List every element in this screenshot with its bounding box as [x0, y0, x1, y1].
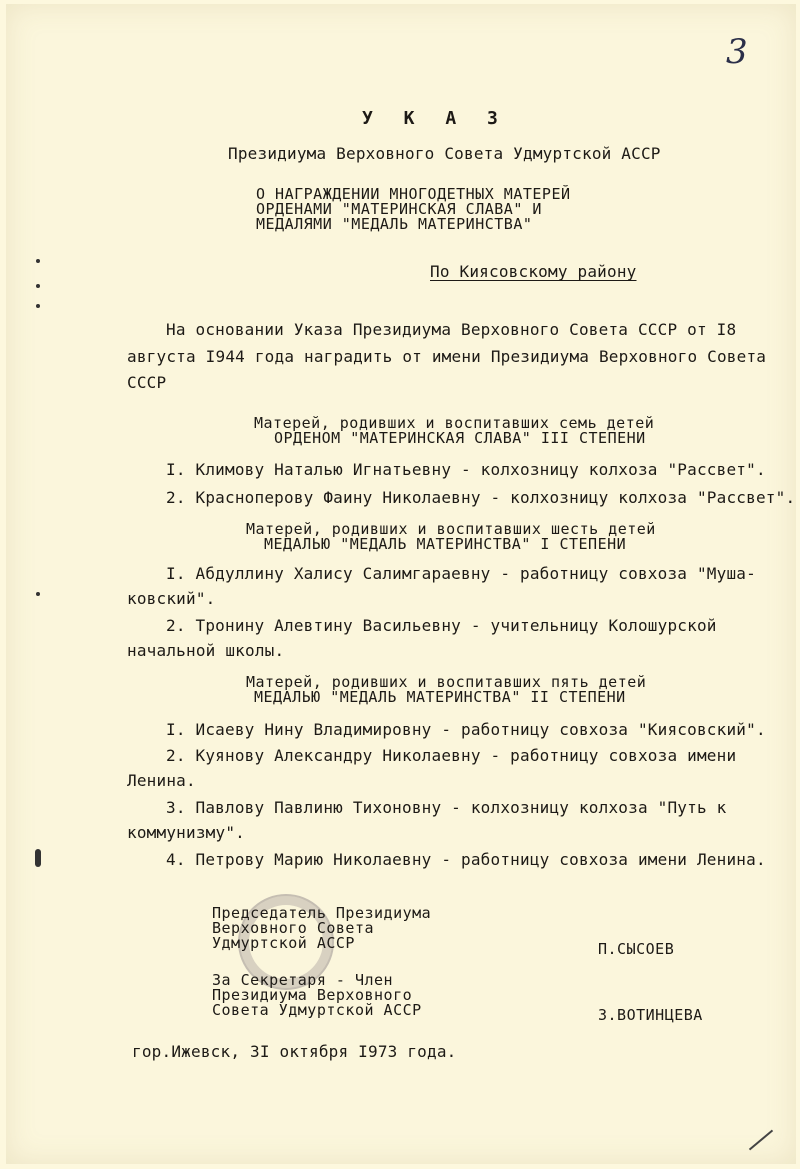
- section-heading: МЕДАЛЬЮ "МЕДАЛЬ МАТЕРИНСТВА" I СТЕПЕНИ: [264, 535, 627, 553]
- award-item: I. Климову Наталью Игнатьевну - колхозницу колхоза "Рассвет".: [166, 460, 766, 479]
- award-item: 2. Тронину Алевтину Васильевну - учительницу Колошурской: [166, 616, 717, 635]
- award-item-continuation: ковский".: [127, 589, 216, 608]
- signatory-position: Совета Удмуртской АССР: [212, 1001, 422, 1019]
- award-item: I. Исаеву Нину Владимировну - работницу совхоза "Киясовский".: [166, 720, 766, 739]
- archive-page-number: 3: [726, 32, 748, 72]
- document-page: [6, 4, 796, 1164]
- binding-mark: [36, 259, 40, 263]
- signatory-position: Председатель Президиума: [212, 904, 432, 922]
- signatory-position: Президиума Верховного: [212, 986, 413, 1004]
- binding-mark: [35, 849, 41, 867]
- award-item-continuation: начальной школы.: [127, 641, 285, 660]
- preamble-line: На основании Указа Президиума Верховного Совета СССР от I8: [166, 320, 737, 339]
- binding-mark: [36, 592, 40, 596]
- preamble-line: августа I944 года наградить от имени Президиума Верховного Совета: [127, 347, 767, 366]
- award-item: 4. Петрову Марию Николаевну - работницу совхоза имени Ленина.: [166, 850, 766, 869]
- decree-subject-line: О НАГРАЖДЕНИИ МНОГОДЕТНЫХ МАТЕРЕЙ: [256, 185, 571, 203]
- award-item-continuation: Ленина.: [127, 771, 196, 790]
- signatory-name: З.ВОТИНЦЕВА: [598, 1006, 703, 1024]
- signatory-name: П.СЫСОЕВ: [598, 940, 675, 958]
- award-item: I. Абдуллину Халису Салимгараевну - работницу совхоза "Муша-: [166, 564, 756, 583]
- decree-subject-line: МЕДАЛЯМИ "МЕДАЛЬ МАТЕРИНСТВА": [256, 215, 533, 233]
- section-heading: Матерей, родивших и воспитавших шесть детей: [246, 520, 656, 538]
- decree-subject-line: ОРДЕНАМИ "МАТЕРИНСКАЯ СЛАВА" И: [256, 200, 542, 218]
- section-heading: ОРДЕНОМ "МАТЕРИНСКАЯ СЛАВА" III СТЕПЕНИ: [274, 429, 646, 447]
- signatory-position: Удмуртской АССР: [212, 934, 355, 952]
- signatory-position: За Секретаря - Член: [212, 971, 394, 989]
- signatory-position: Верховного Совета: [212, 919, 375, 937]
- preamble-line: СССР: [127, 373, 167, 392]
- place-and-date: гор.Ижевск, 3I октября I973 года.: [132, 1042, 457, 1061]
- binding-mark: [36, 284, 40, 288]
- decree-title: У К А З: [362, 108, 508, 129]
- section-heading: Матерей, родивших и воспитавших семь детей: [254, 414, 655, 432]
- district-heading: По Киясовскому району: [430, 262, 637, 281]
- award-item: 2. Красноперову Фаину Николаевну - колхозницу колхоза "Рассвет".: [166, 488, 796, 507]
- pen-mark: [749, 1130, 773, 1151]
- binding-mark: [36, 304, 40, 308]
- section-heading: Матерей, родивших и воспитавших пять детей: [246, 673, 647, 691]
- award-item-continuation: коммунизму".: [127, 823, 245, 842]
- decree-issuer: Президиума Верховного Совета Удмуртской АССР: [228, 144, 661, 163]
- award-item: 3. Павлову Павлиню Тихоновну - колхозницу колхоза "Путь к: [166, 798, 727, 817]
- section-heading: МЕДАЛЬЮ "МЕДАЛЬ МАТЕРИНСТВА" II СТЕПЕНИ: [254, 688, 626, 706]
- award-item: 2. Куянову Александру Николаевну - работницу совхоза имени: [166, 746, 737, 765]
